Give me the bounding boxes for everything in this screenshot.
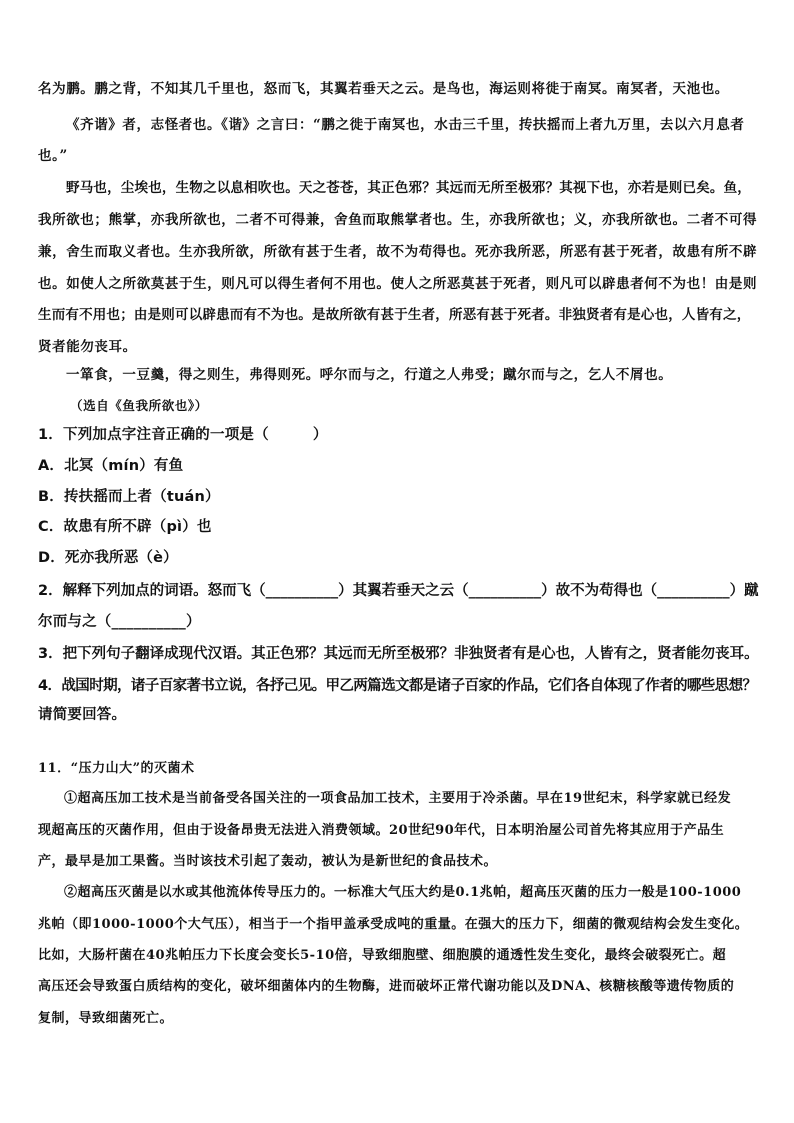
passage-line: 兼，舍生而取义者也。生亦我所欲，所欲有甚于生者，故不为苟得也。死亦我所恶，所恶有甚于死者，故患有所不辟 [38,244,758,260]
section-line: 产，最早是加工果酱。当时该技术引起了轰动，被认为是新世纪的食品技术。 [38,854,498,869]
section-line: ①超高压加工技术是当前备受各国关注的一项食品加工技术，主要用于冷杀菌。早在19世纪末，科学家就已经发 [64,791,732,806]
option-d: D．死亦我所恶（è） [38,550,178,566]
passage-line: 一箪食，一豆羹，得之则生，弗得则死。呼尔而与之，行道之人弗受；蹴尔而与之，乞人不屑也。 [66,367,673,383]
section-line: 复制，导致细菌死亡。 [38,1011,174,1026]
passage-line: 也。” [38,148,68,164]
section-title: 11．“压力山大”的灭菌术 [38,761,195,776]
passage-line: 我所欲也；熊掌，亦我所欲也，二者不可得兼，舍鱼而取熊掌者也。生，亦我所欲也；义，亦我所欲也。二者不可得 [38,212,758,228]
passage-line: 贤者能勿丧耳。 [38,339,137,355]
passage-line: 《齐谐》者，志怪者也。《谐》之言曰：“鹏之徙于南冥也，水击三千里，抟扶摇而上者九万里，去以六月息者 [66,117,745,133]
passage-line: 也。如使人之所欲莫甚于生，则凡可以得生者何不用也。使人之所恶莫甚于死者，则凡可以辟患者何不为也！由是则 [38,276,758,292]
section-line: 比如，大肠杆菌在40兆帕压力下长度会变长5-10倍，导致细胞壁、细胞膜的通透性发生变化，最终会破裂死亡。超 [38,948,727,963]
question-4: 4．战国时期，诸子百家著书立说，各抒己见。甲乙两篇选文都是诸子百家的作品，它们各自体现了作者的哪些思想？ [38,678,757,694]
section-line: 高压还会导致蛋白质结构的变化，破坏细菌体内的生物酶，进而破坏正常代谢功能以及DNA、核糖核酸等遗传物质的 [38,979,735,994]
passage-source: （选自《鱼我所欲也》） [70,398,208,413]
section-line: 兆帕（即1000-1000个大气压），相当于一个指甲盖承受成吨的重量。在强大的压力下，细菌的微观结构会发生变化。 [38,917,749,932]
option-c: C．故患有所不辟（pì）也 [38,519,212,535]
passage-line: 野马也，尘埃也，生物之以息相吹也。天之苍苍，其正色邪？其远而无所至极邪？其视下也，亦若是则已矣。鱼， [66,180,751,196]
question-2-cont: 尔而与之（__________） [38,614,201,630]
question-4-cont: 请简要回答。 [38,707,127,723]
section-line: ②超高压灭菌是以水或其他流体传导压力的。一标准大气压大约是0.1兆帕，超高压灭菌的压力一般是100-1000 [64,885,742,900]
option-b: B．抟扶摇而上者（tuán） [38,489,220,505]
section-line: 现超高压的灭菌作用，但由于设备昂贵无法进入消费领域。20世纪90年代，日本明治屋公司首先将其应用于产品生 [38,823,725,838]
question-1: 1．下列加点字注音正确的一项是（ ） [38,427,328,443]
passage-line: 生而有不用也；由是则可以辟患而有不为也。是故所欲有甚于生者，所恶有甚于死者。非独贤者有是心也，人皆有之， [38,307,751,323]
option-a: A．北冥（mín）有鱼 [38,458,184,474]
question-2: 2．解释下列加点的词语。怒而飞（__________）其翼若垂天之云（__________）故不为苟得也（__________）蹴 [38,583,759,599]
question-3: 3．把下列句子翻译成现代汉语。其正色邪？其远而无所至极邪？非独贤者有是心也，人皆有之，贤者能勿丧耳。 [38,646,759,662]
passage-line: 名为鹏。鹏之背，不知其几千里也，怒而飞，其翼若垂天之云。是鸟也，海运则将徙于南冥。南冥者，天池也。 [38,81,729,97]
